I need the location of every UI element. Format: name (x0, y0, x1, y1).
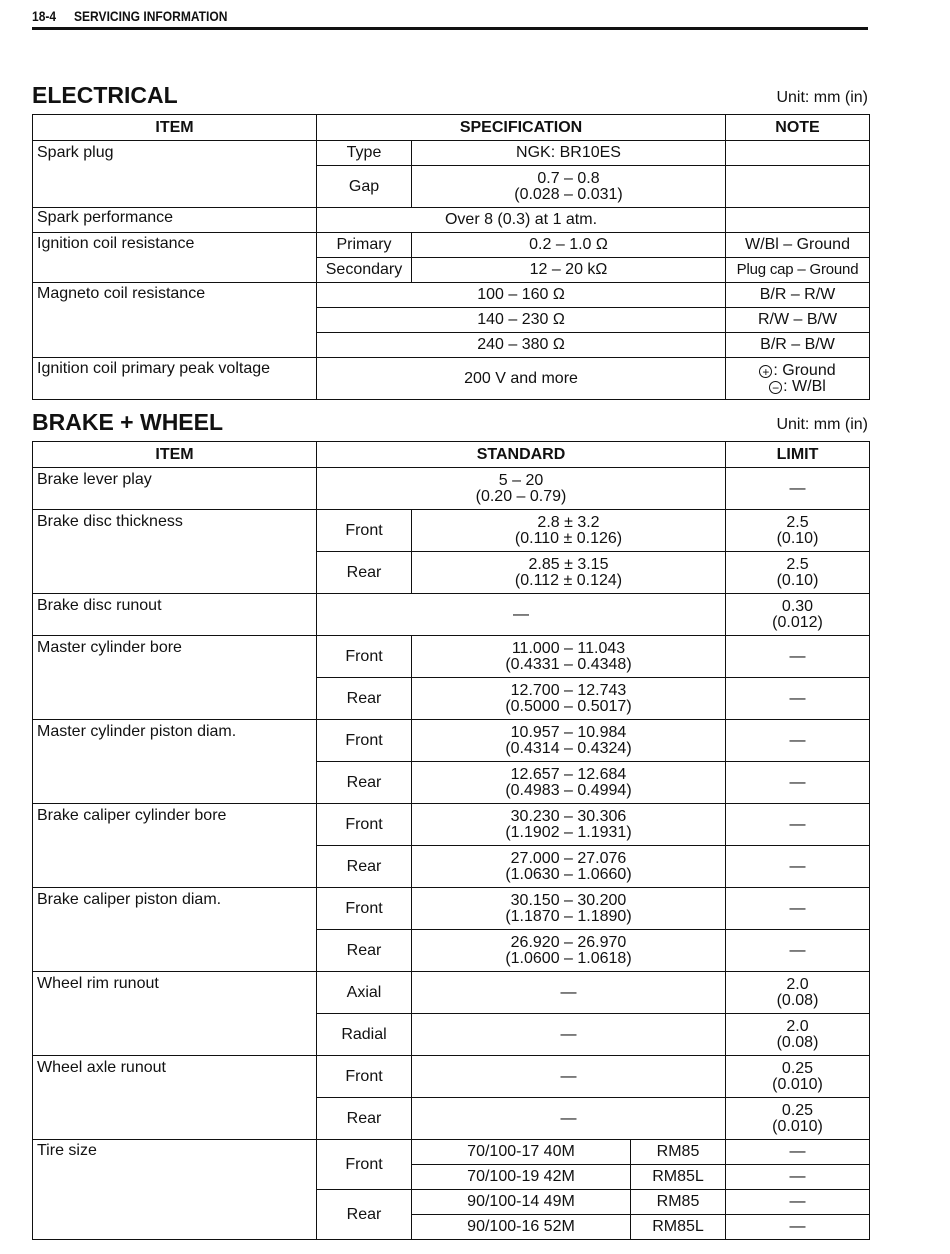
standard-value (412, 930, 726, 972)
value-in: (0.110 ± 0.126) (514, 529, 623, 547)
item-rim-runout: Wheel rim runout (33, 972, 317, 1056)
item-peak-voltage: Ignition coil primary peak voltage (33, 358, 317, 400)
limit-value (726, 552, 870, 594)
table-row (33, 141, 870, 166)
limit-in: (0.10) (776, 529, 819, 547)
value-mm: 12.657 – 12.684 (510, 765, 627, 783)
item-disc-runout: Brake disc runout (33, 594, 317, 636)
sub-label: Gap (317, 166, 412, 208)
sub-label: Front (317, 1140, 412, 1190)
standard-value: — (412, 1056, 726, 1098)
standard-value: — (412, 1014, 726, 1056)
table-row (33, 510, 870, 552)
header-specification: SPECIFICATION (317, 115, 726, 141)
value-mm: 27.000 – 27.076 (510, 849, 627, 867)
item-axle-runout: Wheel axle runout (33, 1056, 317, 1140)
item-tire-size: Tire size (33, 1140, 317, 1240)
item-ignition-coil: Ignition coil resistance (33, 233, 317, 283)
limit-in: (0.08) (776, 1033, 819, 1051)
electrical-table (32, 114, 870, 400)
table-row (33, 804, 870, 846)
electrical-unit: Unit: mm (in) (776, 89, 868, 106)
limit-value (726, 1014, 870, 1056)
value-mm: 2.85 ± 3.15 (528, 555, 609, 573)
limit-mm: 0.25 (781, 1059, 814, 1077)
minus-note-text: : W/Bl (783, 377, 826, 395)
sub-label: Front (317, 1056, 412, 1098)
spec-value: 12 – 20 kΩ (412, 258, 726, 283)
limit-mm: 0.30 (781, 597, 814, 615)
standard-value (412, 552, 726, 594)
value-mm: 2.8 ± 3.2 (537, 513, 600, 531)
header-note: NOTE (726, 115, 870, 141)
value-mm: 5 – 20 (498, 471, 544, 489)
table-row (33, 233, 870, 258)
minus-icon: − (769, 381, 782, 394)
limit-in: (0.012) (772, 613, 823, 631)
limit-value: — (726, 636, 870, 678)
sub-label: Front (317, 510, 412, 552)
limit-mm: 2.5 (786, 513, 809, 531)
value-mm: 0.7 – 0.8 (537, 169, 600, 187)
standard-value (412, 846, 726, 888)
limit-value: — (726, 888, 870, 930)
value-in: (1.1870 – 1.1890) (505, 907, 632, 925)
table-row (33, 1140, 870, 1165)
value-mm: 26.920 – 26.970 (510, 933, 627, 951)
limit-mm: 2.5 (786, 555, 809, 573)
note-empty (726, 166, 870, 208)
item-disc-thickness: Brake disc thickness (33, 510, 317, 594)
limit-value (726, 1056, 870, 1098)
plus-note (730, 363, 865, 379)
item-lever-play: Brake lever play (33, 468, 317, 510)
page-number: 18-4 (32, 8, 57, 24)
limit-value: — (726, 678, 870, 720)
table-row (33, 972, 870, 1014)
tire-size-value: 70/100-19 42M (412, 1165, 631, 1190)
table-header-row (33, 442, 870, 468)
section-title: SERVICING INFORMATION (74, 8, 228, 24)
limit-in: (0.010) (772, 1075, 823, 1093)
note-value (726, 358, 870, 400)
limit-value (726, 972, 870, 1014)
sub-label: Front (317, 888, 412, 930)
limit-value: — (726, 468, 870, 510)
value-in: (0.4331 – 0.4348) (505, 655, 632, 673)
value-mm: 30.150 – 30.200 (510, 891, 627, 909)
table-row (33, 594, 870, 636)
table-row (33, 1056, 870, 1098)
electrical-title: ELECTRICAL (32, 82, 178, 108)
item-magneto: Magneto coil resistance (33, 283, 317, 358)
note-value: Plug cap – Ground (726, 258, 870, 283)
value-in: (1.0630 – 1.0660) (505, 865, 632, 883)
sub-label: Axial (317, 972, 412, 1014)
limit-value: — (726, 846, 870, 888)
sub-label: Front (317, 720, 412, 762)
sub-label: Rear (317, 762, 412, 804)
table-row (33, 358, 870, 400)
limit-value: — (726, 720, 870, 762)
limit-value: — (726, 1215, 870, 1240)
header-item: ITEM (33, 442, 317, 468)
value-in: (0.5000 – 0.5017) (505, 697, 632, 715)
limit-mm: 0.25 (781, 1101, 814, 1119)
spec-value (412, 166, 726, 208)
standard-value: — (412, 972, 726, 1014)
limit-value (726, 594, 870, 636)
tire-model: RM85 (631, 1140, 726, 1165)
item-caliper-bore: Brake caliper cylinder bore (33, 804, 317, 888)
spec-value: 200 V and more (317, 358, 726, 400)
limit-value: — (726, 1165, 870, 1190)
limit-in: (0.010) (772, 1117, 823, 1135)
spec-value: 140 – 230 Ω (317, 308, 726, 333)
plus-note-text: : Ground (773, 361, 836, 379)
minus-note (730, 379, 865, 395)
sub-label: Rear (317, 846, 412, 888)
page-header (32, 6, 868, 30)
limit-mm: 2.0 (786, 1017, 809, 1035)
value-in: (1.1902 – 1.1931) (505, 823, 632, 841)
note-value: R/W – B/W (726, 308, 870, 333)
value-in: (0.112 ± 0.124) (514, 571, 623, 589)
limit-value: — (726, 804, 870, 846)
standard-value (412, 720, 726, 762)
spec-value: 0.2 – 1.0 Ω (412, 233, 726, 258)
item-mc-bore: Master cylinder bore (33, 636, 317, 720)
limit-value (726, 510, 870, 552)
standard-value: — (412, 1098, 726, 1140)
value-mm: 30.230 – 30.306 (510, 807, 627, 825)
value-mm: 12.700 – 12.743 (510, 681, 627, 699)
spec-value: 100 – 160 Ω (317, 283, 726, 308)
limit-in: (0.10) (776, 571, 819, 589)
table-row (33, 468, 870, 510)
standard-value (412, 678, 726, 720)
sub-label: Rear (317, 1098, 412, 1140)
item-caliper-piston: Brake caliper piston diam. (33, 888, 317, 972)
header-limit: LIMIT (726, 442, 870, 468)
note-empty (726, 208, 870, 233)
note-empty (726, 141, 870, 166)
value-in: (0.20 – 0.79) (475, 487, 567, 505)
sub-label: Rear (317, 552, 412, 594)
value-mm: 11.000 – 11.043 (511, 639, 626, 657)
sub-label: Rear (317, 1190, 412, 1240)
sub-label: Type (317, 141, 412, 166)
note-value: B/R – B/W (726, 333, 870, 358)
spec-value: Over 8 (0.3) at 1 atm. (317, 208, 726, 233)
brake-table (32, 441, 870, 1240)
value-in: (0.4983 – 0.4994) (505, 781, 632, 799)
table-row (33, 283, 870, 308)
standard-value (412, 636, 726, 678)
header-standard: STANDARD (317, 442, 726, 468)
spec-value: NGK: BR10ES (412, 141, 726, 166)
standard-value: — (317, 594, 726, 636)
item-spark-plug: Spark plug (33, 141, 317, 208)
limit-value: — (726, 930, 870, 972)
sub-label: Rear (317, 930, 412, 972)
tire-size-value: 70/100-17 40M (412, 1140, 631, 1165)
value-in: (0.028 – 0.031) (514, 185, 623, 203)
tire-model: RM85 (631, 1190, 726, 1215)
value-in: (0.4314 – 0.4324) (505, 739, 632, 757)
sub-label: Secondary (317, 258, 412, 283)
sub-label: Front (317, 636, 412, 678)
limit-value: — (726, 762, 870, 804)
table-row (33, 888, 870, 930)
table-row (33, 636, 870, 678)
standard-value (317, 468, 726, 510)
limit-value: — (726, 1190, 870, 1215)
limit-mm: 2.0 (786, 975, 809, 993)
item-mc-piston: Master cylinder piston diam. (33, 720, 317, 804)
sub-label: Rear (317, 678, 412, 720)
table-header-row (33, 115, 870, 141)
item-spark-performance: Spark performance (33, 208, 317, 233)
sub-label: Front (317, 804, 412, 846)
plus-icon: + (759, 365, 772, 378)
sub-label: Radial (317, 1014, 412, 1056)
limit-value (726, 1098, 870, 1140)
tire-model: RM85L (631, 1165, 726, 1190)
standard-value (412, 762, 726, 804)
tire-size-value: 90/100-14 49M (412, 1190, 631, 1215)
limit-in: (0.08) (776, 991, 819, 1009)
note-value: B/R – R/W (726, 283, 870, 308)
standard-value (412, 804, 726, 846)
note-value: W/Bl – Ground (726, 233, 870, 258)
sub-label: Primary (317, 233, 412, 258)
brake-title: BRAKE + WHEEL (32, 409, 224, 435)
table-row (33, 720, 870, 762)
value-in: (1.0600 – 1.0618) (505, 949, 632, 967)
value-mm: 10.957 – 10.984 (510, 723, 627, 741)
spec-value: 240 – 380 Ω (317, 333, 726, 358)
brake-unit: Unit: mm (in) (776, 416, 868, 433)
standard-value (412, 510, 726, 552)
table-row (33, 208, 870, 233)
tire-size-value: 90/100-16 52M (412, 1215, 631, 1240)
tire-model: RM85L (631, 1215, 726, 1240)
header-item: ITEM (33, 115, 317, 141)
limit-value: — (726, 1140, 870, 1165)
standard-value (412, 888, 726, 930)
